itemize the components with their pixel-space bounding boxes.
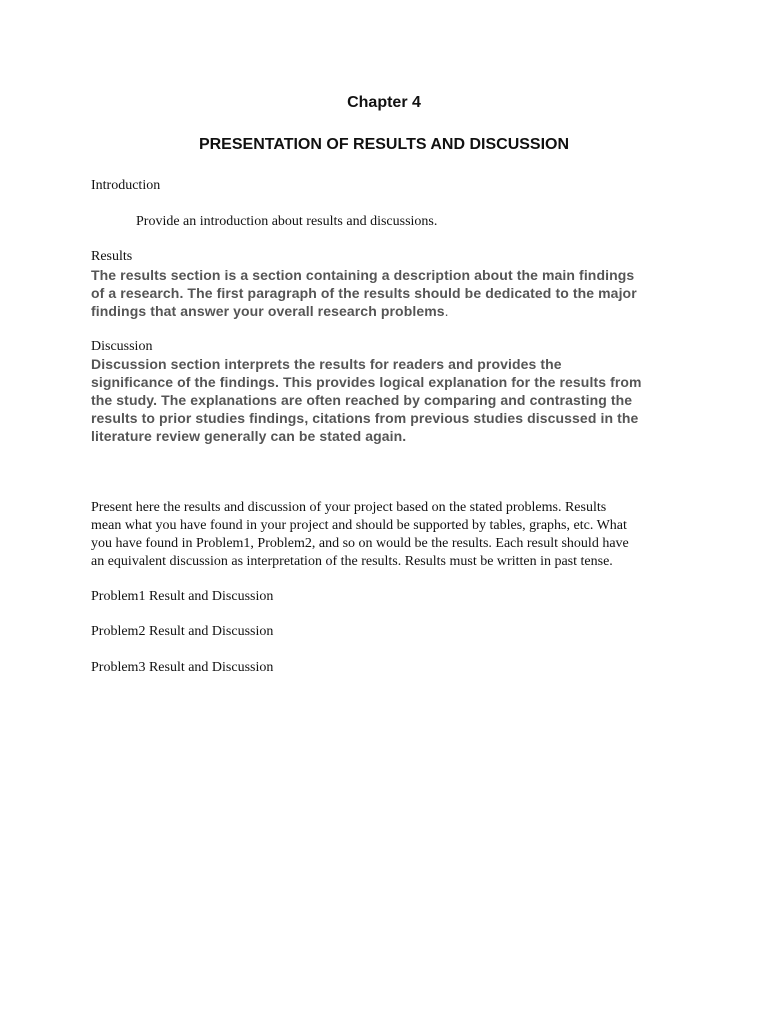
- instructions-paragraph: [91, 499, 691, 571]
- instructions-line: you have found in Problem1, Problem2, and so on would be the results. Each result should have: [91, 536, 629, 551]
- discussion-paragraph: [91, 355, 691, 445]
- results-line: [91, 302, 691, 320]
- problem2-heading: Problem2 Result and Discussion: [91, 624, 274, 639]
- instructions-line: an equivalent discussion as interpretation of the results. Results must be written in past tense.: [91, 554, 613, 569]
- introduction-text: Provide an introduction about results and discussions.: [136, 214, 438, 229]
- discussion-line: Discussion section interprets the results for readers and provides the: [91, 356, 562, 372]
- discussion-line: significance of the findings. This provides logical explanation for the results from: [91, 374, 642, 390]
- discussion-line: results to prior studies findings, citations from previous studies discussed in the: [91, 410, 639, 426]
- results-line-period: .: [444, 303, 449, 319]
- introduction-heading: Introduction: [91, 178, 161, 193]
- instructions-line: Present here the results and discussion of your project based on the stated problems. Results: [91, 500, 607, 515]
- results-line: The results section is a section containing a description about the main findings: [91, 267, 635, 283]
- results-heading: Results: [91, 249, 133, 264]
- problem1-heading: Problem1 Result and Discussion: [91, 589, 274, 604]
- results-line-text: findings that answer your overall research problems: [91, 303, 445, 319]
- discussion-line: literature review generally can be stated again.: [91, 428, 407, 444]
- results-line: of a research. The first paragraph of the results should be dedicated to the major: [91, 285, 637, 301]
- discussion-line: the study. The explanations are often reached by comparing and contrasting the: [91, 392, 633, 408]
- page-title: PRESENTATION OF RESULTS AND DISCUSSION: [198, 136, 570, 153]
- chapter-heading: Chapter 4: [347, 94, 421, 111]
- problem3-heading: Problem3 Result and Discussion: [91, 660, 274, 675]
- discussion-heading: Discussion: [91, 339, 153, 354]
- instructions-line: mean what you have found in your project and should be supported by tables, graphs, etc. What: [91, 518, 627, 533]
- results-paragraph: [91, 266, 691, 320]
